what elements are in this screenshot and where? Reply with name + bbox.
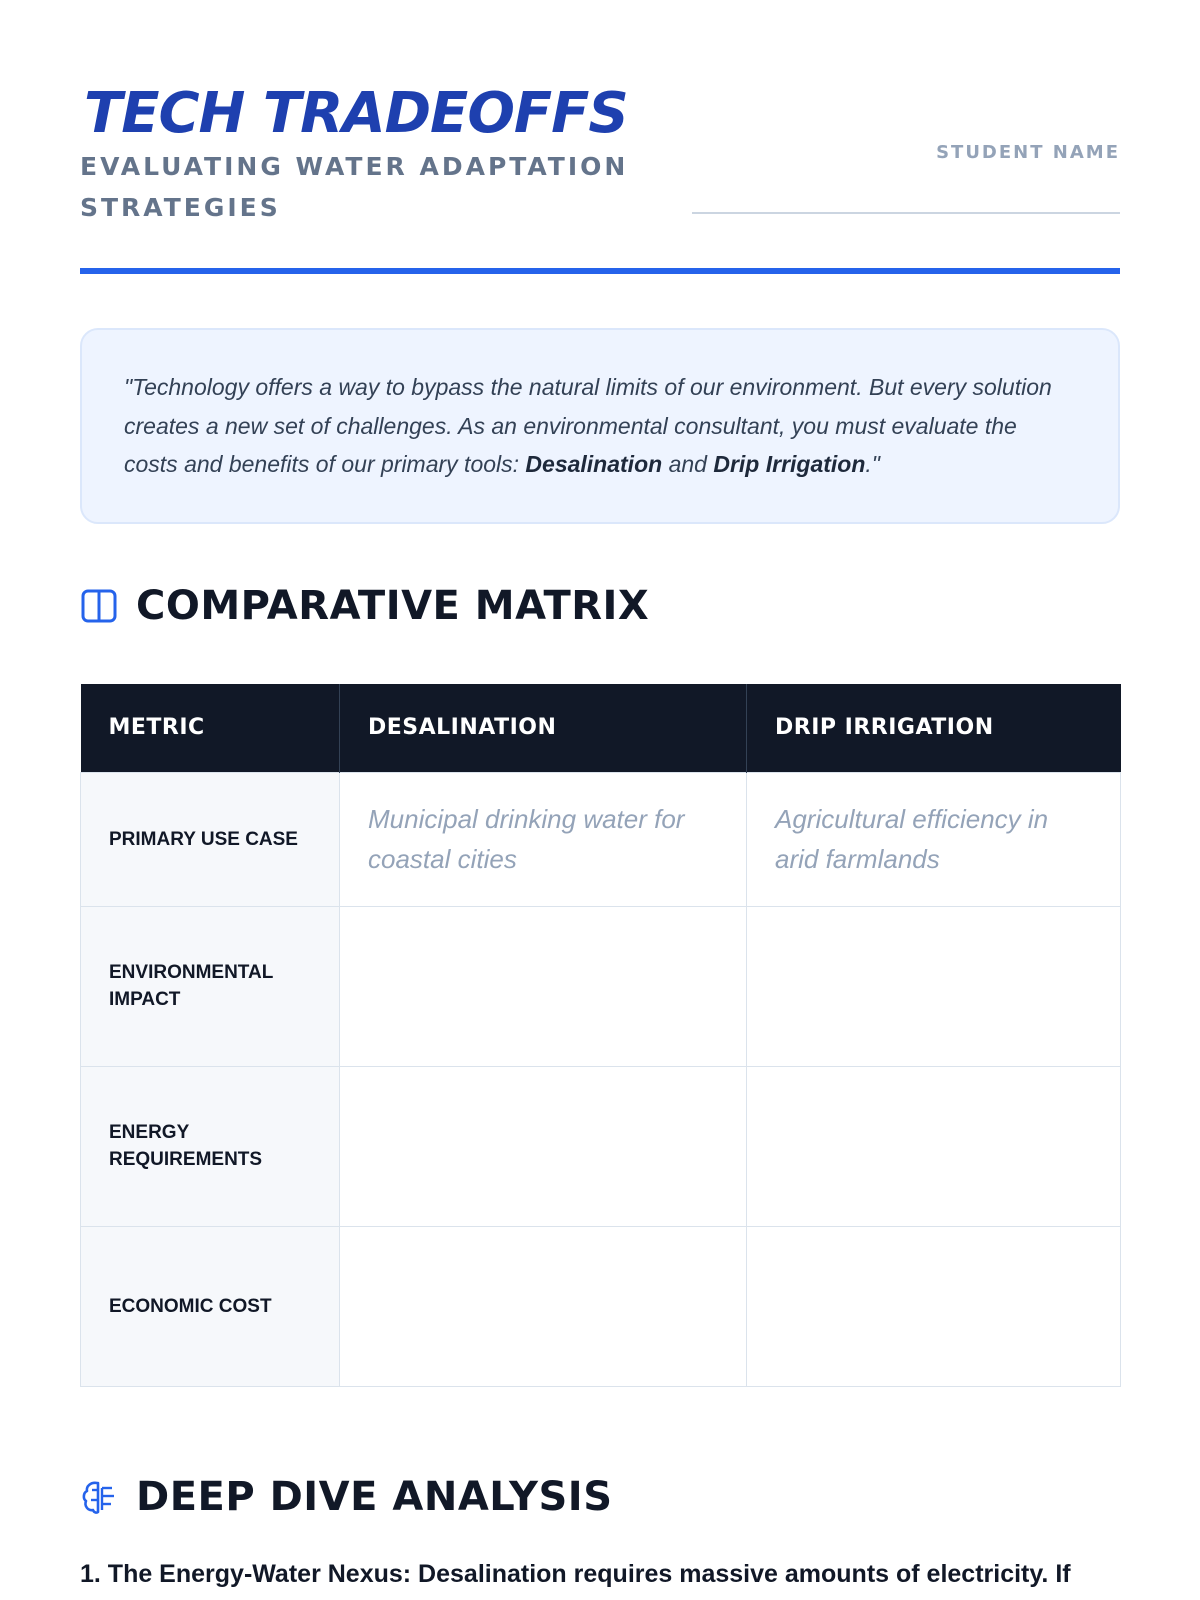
- matrix-heading: COMPARATIVE MATRIX: [136, 583, 650, 629]
- intro-text-middle: and: [662, 451, 714, 477]
- comparative-matrix-table: [80, 684, 1121, 1387]
- table-row: [81, 1226, 1121, 1386]
- intro-bold-desalination: Desalination: [525, 451, 663, 477]
- column-header-drip-irrigation: DRIP IRRIGATION: [747, 684, 1121, 772]
- column-header-metric: METRIC: [81, 684, 340, 772]
- matrix-section-heading: [80, 583, 649, 629]
- table-row: [81, 906, 1121, 1066]
- question-1: 1. The Energy-Water Nexus: Desalination requires massive amounts of electricity. If: [80, 1560, 1071, 1588]
- student-name-field[interactable]: [692, 212, 1120, 214]
- drip-irrigation-cell[interactable]: [747, 1226, 1121, 1386]
- worksheet-subtitle: EVALUATING WATER ADAPTATION STRATEGIES: [80, 152, 629, 222]
- intro-text-before: "Technology offers a way to bypass the natural limits of our environment. But every solution creates a new set of challenges. As an environmental consultant, you must evaluate the costs and benefits of our primary tools:: [124, 374, 1052, 477]
- metric-cell: PRIMARY USE CASE: [81, 772, 340, 906]
- drip-irrigation-cell[interactable]: Agricultural efficiency in arid farmlands: [747, 772, 1121, 906]
- metric-cell: ENVIRONMENTAL IMPACT: [81, 906, 340, 1066]
- table-header-row: [81, 684, 1121, 772]
- column-header-desalination: DESALINATION: [340, 684, 747, 772]
- intro-quote: [80, 328, 1120, 524]
- table-row: [81, 1066, 1121, 1226]
- drip-irrigation-cell[interactable]: [747, 906, 1121, 1066]
- desalination-cell[interactable]: [340, 1066, 747, 1226]
- desalination-cell[interactable]: [340, 906, 747, 1066]
- worksheet-page: [80, 0, 1120, 1588]
- metric-cell: ECONOMIC COST: [81, 1226, 340, 1386]
- desalination-cell[interactable]: Municipal drinking water for coastal cities: [340, 772, 747, 906]
- student-name-label: STUDENT NAME: [936, 142, 1120, 163]
- desalination-cell[interactable]: [340, 1226, 747, 1386]
- header-divider: [80, 268, 1120, 274]
- table-row: [81, 772, 1121, 906]
- metric-cell: ENERGY REQUIREMENTS: [81, 1066, 340, 1226]
- intro-bold-drip-irrigation: Drip Irrigation: [713, 451, 866, 477]
- worksheet-title: TECH TRADEOFFS: [84, 81, 628, 146]
- worksheet-header: [80, 0, 1120, 275]
- columns-icon: [80, 587, 118, 625]
- analysis-heading: DEEP DIVE ANALYSIS: [136, 1474, 613, 1520]
- analysis-section-heading: [80, 1474, 613, 1520]
- drip-irrigation-cell[interactable]: [747, 1066, 1121, 1226]
- brain-icon: [80, 1478, 118, 1516]
- intro-text-after: .": [865, 451, 880, 477]
